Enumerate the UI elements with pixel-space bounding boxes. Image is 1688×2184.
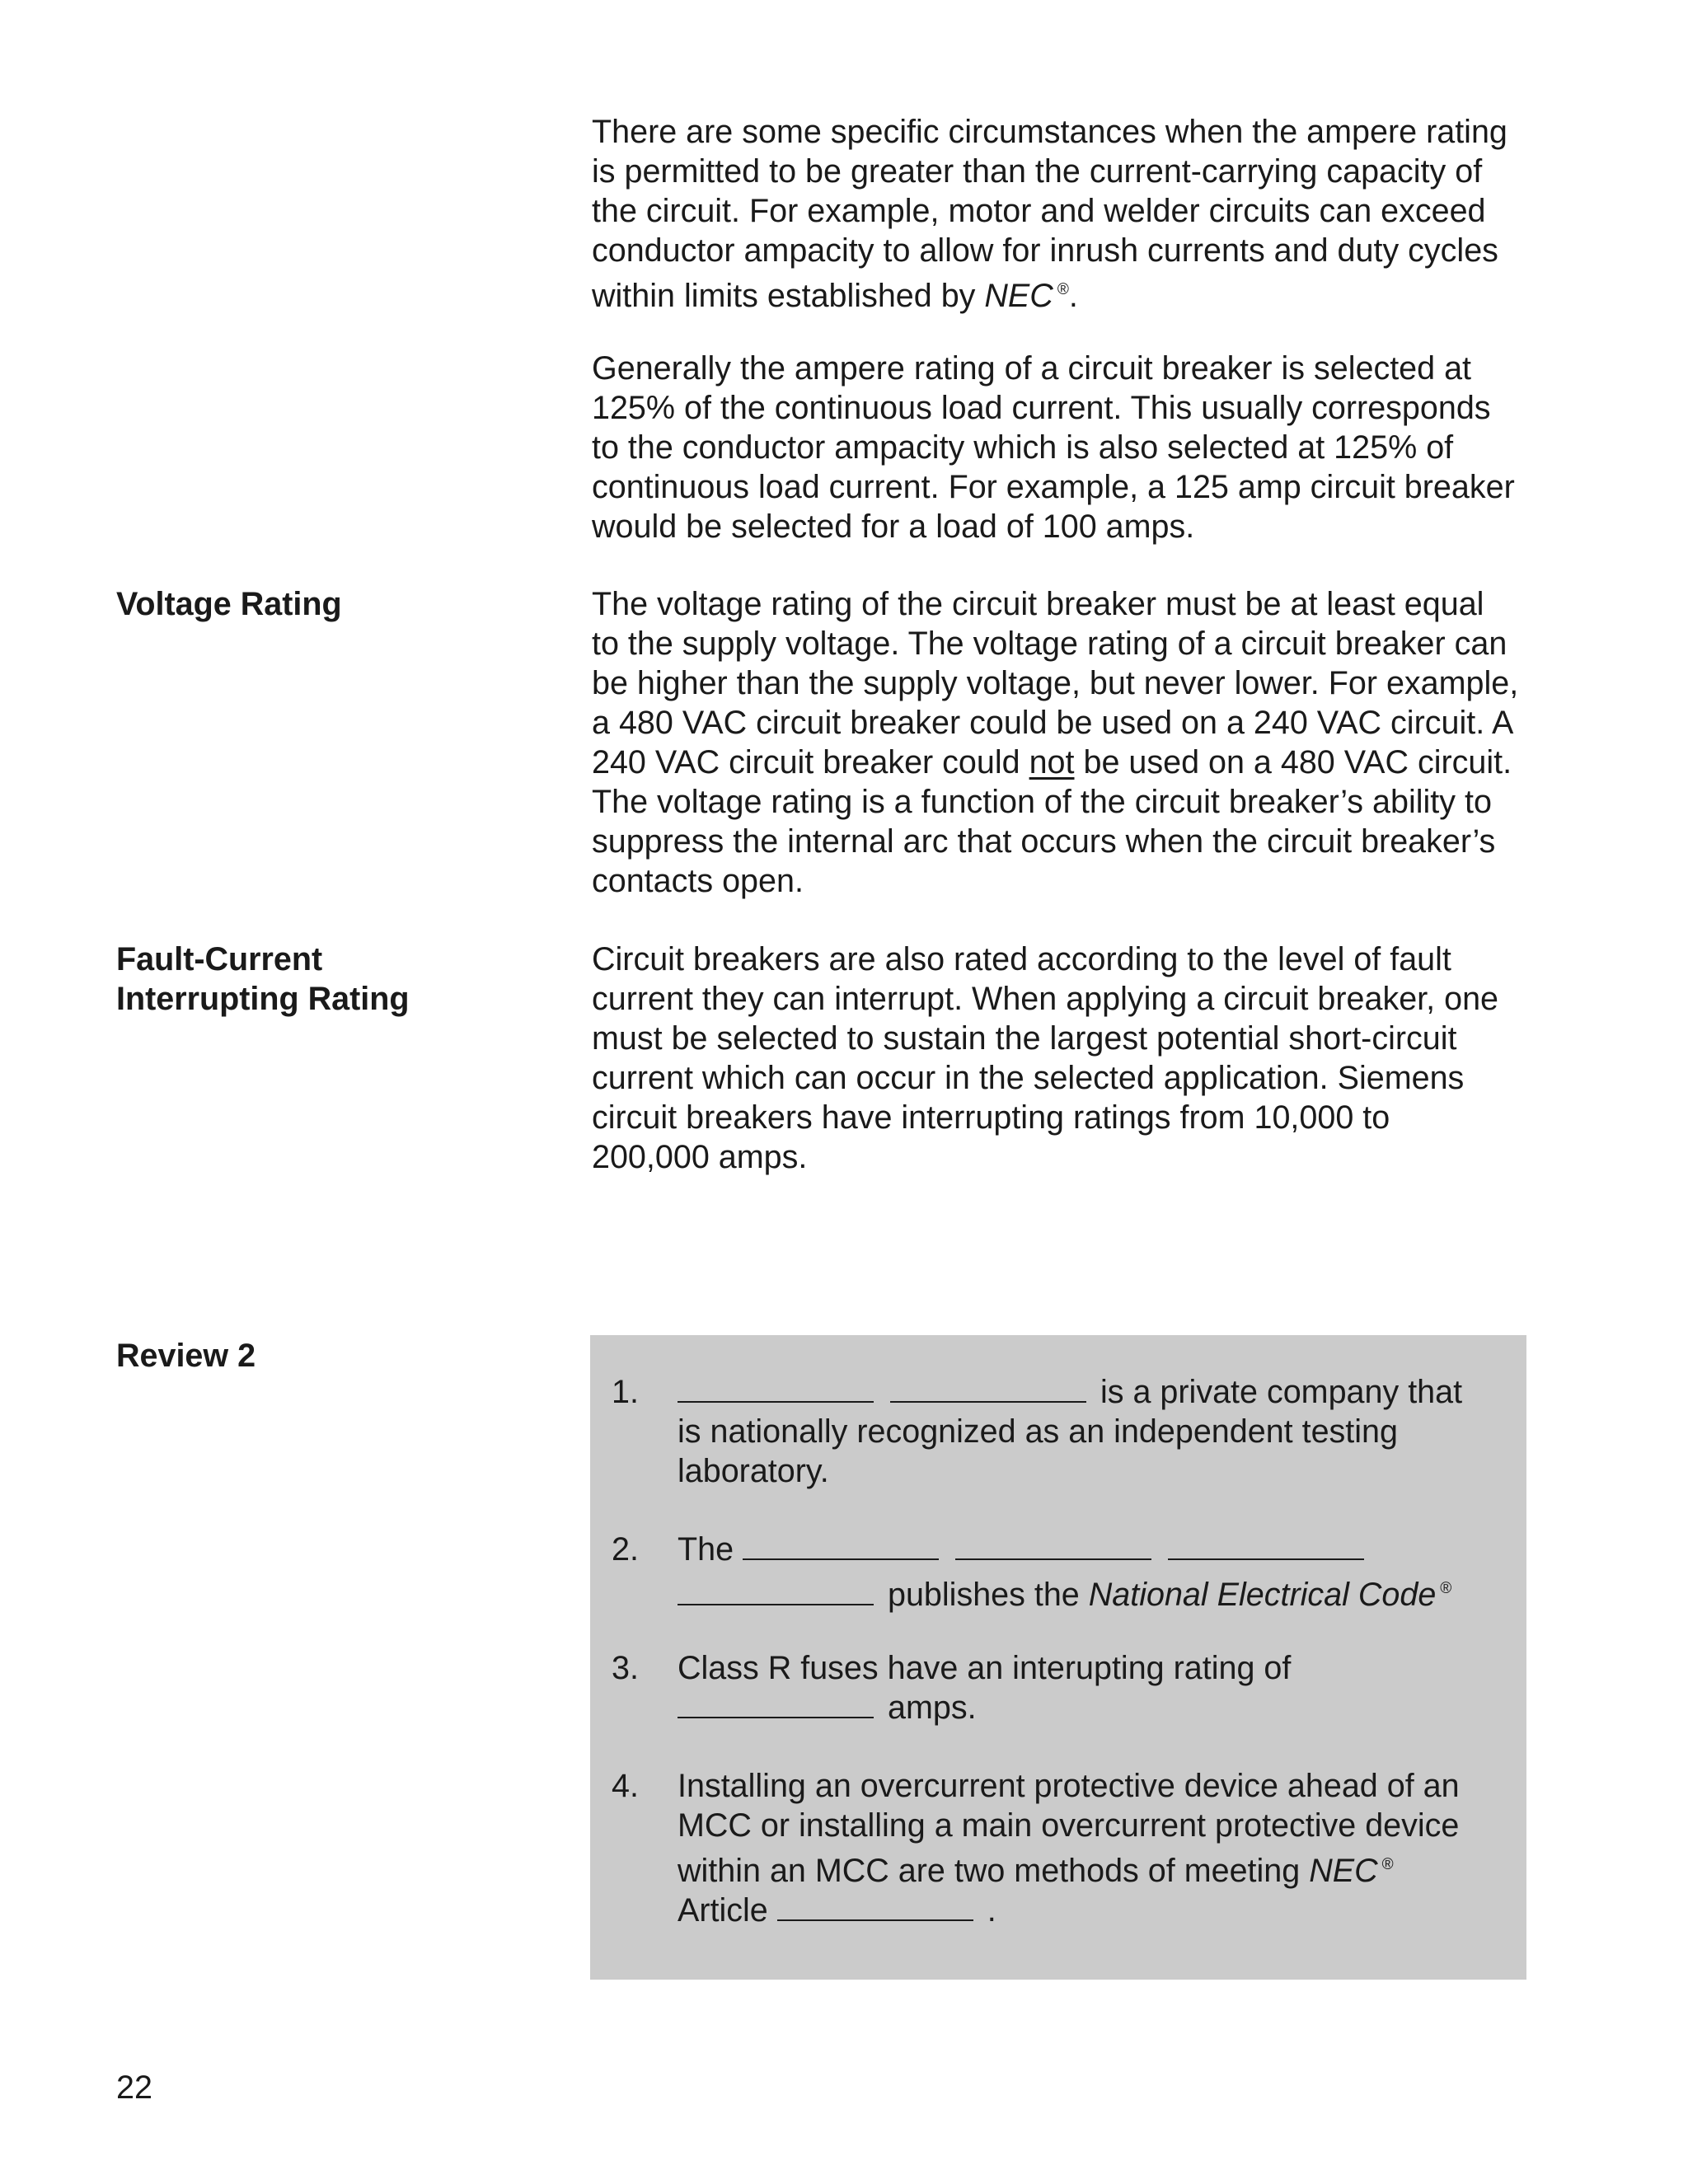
text-line: a 480 VAC circuit breaker could be used on a 240 VAC circuit. A (592, 705, 1514, 741)
underlined-not: not (1029, 744, 1075, 780)
text-line: current they can interrupt. When applying a circuit breaker, one (592, 981, 1499, 1017)
fault-current-paragraph (592, 940, 1540, 1177)
review-heading: Review 2 (116, 1338, 256, 1374)
answer-blank (777, 1891, 973, 1921)
registered-mark: ® (1381, 1856, 1394, 1873)
text-line: to the conductor ampacity which is also selected at 125% of (592, 429, 1454, 466)
text-line: Generally the ampere rating of a circuit breaker is selected at (592, 350, 1472, 387)
text-line: continuous load current. For example, a 125 amp circuit breaker (592, 469, 1515, 505)
page-number: 22 (116, 2069, 152, 2106)
ampere-paragraph-1 (592, 112, 1540, 316)
registered-mark: ® (1440, 1580, 1452, 1597)
text-line: suppress the internal arc that occurs when the circuit breaker’s (592, 823, 1496, 860)
text-line: circuit breakers have interrupting ratings from 10,000 to (592, 1099, 1390, 1136)
review-box (590, 1335, 1526, 1980)
question-number: 2. (612, 1531, 639, 1568)
question-number: 3. (612, 1650, 639, 1686)
text-fragment: 240 VAC circuit breaker could (592, 744, 1029, 780)
nec-reference: NEC (1309, 1853, 1378, 1889)
answer-blank (678, 1576, 874, 1605)
text-line: current which can occur in the selected application. Siemens (592, 1060, 1465, 1096)
fault-current-heading: Fault-Current Interrupting Rating (116, 941, 410, 1017)
text-fragment: within limits established by (592, 278, 985, 314)
answer-blank (890, 1373, 1086, 1403)
question-text: Class R fuses have an interupting rating of amps. (678, 1650, 1292, 1726)
text-line: be higher than the supply voltage, but never lower. For example, (592, 665, 1519, 701)
text-line: must be selected to sustain the largest potential short-circuit (592, 1020, 1457, 1057)
text-line: 200,000 amps. (592, 1139, 808, 1175)
answer-blank (955, 1530, 1151, 1560)
text-line: conductor ampacity to allow for inrush currents and duty cycles (592, 232, 1498, 269)
text-line: contacts open. (592, 863, 804, 899)
question-text: Installing an overcurrent protective device ahead of an MCC or installing a main overcurrent protective device within an MCC are two methods of meeting NEC ® Article . (678, 1768, 1460, 1929)
text-line: 125% of the continuous load current. This usually corresponds (592, 390, 1491, 426)
answer-blank (1168, 1530, 1364, 1560)
text-line: the circuit. For example, motor and welder circuits can exceed (592, 193, 1486, 229)
nec-title: National Electrical Code (1088, 1577, 1437, 1613)
text-fragment: be used on a 480 VAC circuit. (1074, 744, 1512, 780)
voltage-rating-paragraph (592, 584, 1540, 901)
text-line (592, 270, 1540, 316)
answer-blank (678, 1689, 874, 1718)
ampere-paragraph-2 (592, 349, 1540, 546)
question-number: 4. (612, 1768, 639, 1804)
voltage-rating-heading: Voltage Rating (116, 586, 342, 622)
text-line: is permitted to be greater than the current-carrying capacity of (592, 153, 1483, 190)
text-line: The voltage rating is a function of the circuit breaker’s ability to (592, 784, 1492, 820)
text-line: There are some specific circumstances when the ampere rating (592, 114, 1507, 150)
registered-mark: ® (1057, 281, 1069, 298)
text-line: would be selected for a load of 100 amps. (592, 509, 1195, 545)
question-text: The publishes the National Electrical Code ® (678, 1531, 1452, 1613)
text-fragment: . (1068, 278, 1078, 314)
text-line: Circuit breakers are also rated according to the level of fault (592, 941, 1451, 977)
text-line: to the supply voltage. The voltage rating of a circuit breaker can (592, 626, 1507, 662)
answer-blank (678, 1373, 874, 1403)
answer-blank (743, 1530, 939, 1560)
question-number: 1. (612, 1374, 639, 1410)
text-line: The voltage rating of the circuit breaker must be at least equal (592, 586, 1484, 622)
text-line (592, 743, 1540, 782)
nec-reference: NEC (984, 278, 1053, 314)
question-text: is a private company that is nationally recognized as an independent testing laboratory. (678, 1374, 1463, 1489)
